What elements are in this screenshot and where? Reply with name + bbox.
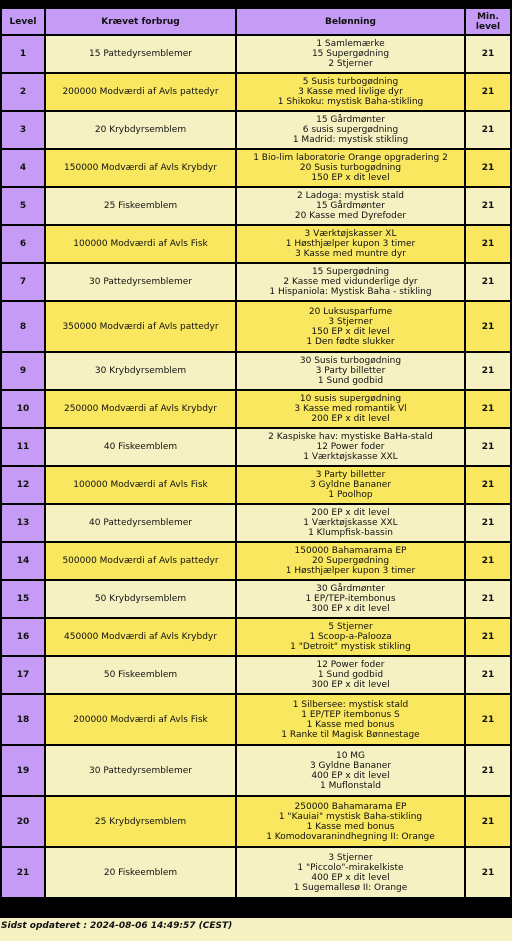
table-row <box>2 657 510 693</box>
row-reward <box>237 581 464 617</box>
row-level: 6 <box>2 226 44 262</box>
row-level: 12 <box>2 467 44 503</box>
table-row <box>2 467 510 503</box>
reward-line: 6 susis supergødning <box>302 125 399 135</box>
reward-line: 300 EP x dit level <box>311 680 390 690</box>
reward-line: 15 Supergødning <box>311 267 390 277</box>
rewards-table <box>0 7 512 899</box>
reward-line: 200 EP x dit level <box>311 508 390 518</box>
reward-line: 15 Gårdmønter <box>316 201 385 211</box>
table-row <box>2 746 510 795</box>
reward-line: 1 "Kauiai" mystisk Baha-stikling <box>278 811 423 822</box>
row-level: 18 <box>2 695 44 744</box>
reward-line: 12 Power foder <box>316 442 385 452</box>
reward-line: 20 Supergødning <box>311 556 390 566</box>
row-requirement: 100000 Modværdi af Avls Fisk <box>46 467 235 503</box>
row-level: 16 <box>2 619 44 655</box>
table-row <box>2 302 510 351</box>
row-min-level: 21 <box>466 36 510 72</box>
table-row <box>2 188 510 224</box>
row-min-level: 21 <box>466 543 510 579</box>
row-reward <box>237 848 464 897</box>
reward-line: 5 Stjerner <box>328 622 373 632</box>
reward-line: 1 Kasse med bonus <box>306 719 395 730</box>
row-level: 19 <box>2 746 44 795</box>
reward-line: 30 Susis turbogødning <box>299 356 402 366</box>
table-row <box>2 848 510 897</box>
reward-line: 3 Stjerner <box>328 852 373 863</box>
row-reward <box>237 264 464 300</box>
reward-line: 1 Bio-lim laboratorie Orange opgradering 2 <box>253 153 448 163</box>
reward-line: 1 Værktøjskasse XXL <box>303 518 398 528</box>
row-requirement: 20 Krybdyrsemblem <box>46 112 235 148</box>
row-reward <box>237 36 464 72</box>
reward-line: 3 Værktøjskasser XL <box>304 229 397 239</box>
reward-line: 20 Luksusparfume <box>308 306 393 317</box>
table-row <box>2 695 510 744</box>
row-min-level: 21 <box>466 264 510 300</box>
row-requirement: 30 Pattedyrsemblemer <box>46 746 235 795</box>
reward-line: 12 Power foder <box>316 660 385 670</box>
reward-line: 1 Den fødte slukker <box>306 336 395 347</box>
reward-line: 1 Shikoku: mystisk Baha-stikling <box>277 97 424 107</box>
reward-line: 5 Susis turbogødning <box>302 77 399 87</box>
reward-line: 20 Susis turbogødning <box>299 163 402 173</box>
reward-line: 1 Klumpfisk-bassin <box>308 528 393 538</box>
row-reward <box>237 695 464 744</box>
row-requirement: 100000 Modværdi af Avls Fisk <box>46 226 235 262</box>
reward-line: 400 EP x dit level <box>311 872 390 883</box>
row-level: 11 <box>2 429 44 465</box>
reward-line: 15 Gårdmønter <box>316 115 385 125</box>
row-min-level: 21 <box>466 429 510 465</box>
reward-line: 1 Ranke til Magisk Bønnestage <box>281 729 420 740</box>
reward-line: 3 Kasse med livlige dyr <box>298 87 403 97</box>
reward-line: 1 Kasse med bonus <box>306 821 395 832</box>
row-requirement: 200000 Modværdi af Avls Fisk <box>46 695 235 744</box>
reward-line: 1 Poolhop <box>328 490 373 500</box>
table-row <box>2 543 510 579</box>
row-requirement: 20 Fiskeemblem <box>46 848 235 897</box>
reward-line: 3 Stjerner <box>328 316 373 327</box>
row-reward <box>237 797 464 846</box>
reward-line: 10 MG <box>335 750 366 761</box>
table-row <box>2 391 510 427</box>
reward-line: 1 "Detroit" mystisk stikling <box>290 642 411 652</box>
reward-line: 1 Madrid: mystisk stikling <box>292 135 409 145</box>
row-reward <box>237 657 464 693</box>
table-row <box>2 36 510 72</box>
reward-line: 1 Hispaniola: Mystisk Baha - stikling <box>269 287 432 297</box>
row-level: 3 <box>2 112 44 148</box>
row-reward <box>237 746 464 795</box>
row-requirement: 25 Fiskeemblem <box>46 188 235 224</box>
table-row <box>2 226 510 262</box>
row-reward <box>237 226 464 262</box>
reward-line: 1 Muflonstald <box>320 780 381 791</box>
row-reward <box>237 391 464 427</box>
reward-line: 10 susis supergødning <box>299 394 402 404</box>
row-level: 10 <box>2 391 44 427</box>
table-row <box>2 505 510 541</box>
row-level: 4 <box>2 150 44 186</box>
reward-line: 3 Party billetter <box>315 366 386 376</box>
row-reward <box>237 429 464 465</box>
row-min-level: 21 <box>466 353 510 389</box>
reward-line: 1 EP/TEP-itembonus <box>305 594 396 604</box>
row-min-level: 21 <box>466 695 510 744</box>
row-min-level: 21 <box>466 797 510 846</box>
reward-line: 3 Gyldne Bananer <box>309 480 392 490</box>
reward-line: 300 EP x dit level <box>311 604 390 614</box>
row-min-level: 21 <box>466 467 510 503</box>
row-min-level: 21 <box>466 746 510 795</box>
reward-line: 1 Sugemallesø II: Orange <box>293 882 408 893</box>
row-min-level: 21 <box>466 848 510 897</box>
reward-line: 150000 Bahamarama EP <box>294 546 407 556</box>
row-min-level: 21 <box>466 505 510 541</box>
header-row <box>2 9 510 34</box>
row-reward <box>237 74 464 110</box>
reward-line: 3 Kasse med muntre dyr <box>295 249 406 259</box>
row-requirement: 50 Fiskeemblem <box>46 657 235 693</box>
reward-line: 400 EP x dit level <box>311 770 390 781</box>
row-reward <box>237 505 464 541</box>
row-level: 13 <box>2 505 44 541</box>
header-requirement: Krævet forbrug <box>46 9 235 34</box>
table-row <box>2 150 510 186</box>
table-row <box>2 264 510 300</box>
reward-line: 1 Sund godbid <box>317 376 384 386</box>
table-row <box>2 619 510 655</box>
table-row <box>2 353 510 389</box>
reward-line: 2 Kasse med vidunderlige dyr <box>283 277 418 287</box>
row-requirement: 40 Pattedyrsemblemer <box>46 505 235 541</box>
row-level: 17 <box>2 657 44 693</box>
row-requirement: 150000 Modværdi af Avls Krybdyr <box>46 150 235 186</box>
reward-line: 1 Samlemærke <box>316 39 385 49</box>
row-reward <box>237 302 464 351</box>
row-level: 20 <box>2 797 44 846</box>
table-row <box>2 74 510 110</box>
reward-line: 2 Ladoga: mystisk stald <box>297 191 404 201</box>
reward-line: 150 EP x dit level <box>311 173 390 183</box>
row-requirement: 200000 Modværdi af Avls pattedyr <box>46 74 235 110</box>
row-level: 9 <box>2 353 44 389</box>
row-min-level: 21 <box>466 188 510 224</box>
table-row <box>2 797 510 846</box>
reward-line: 150 EP x dit level <box>311 326 390 337</box>
reward-line: 3 Gyldne Bananer <box>309 760 392 771</box>
row-requirement: 30 Krybdyrsemblem <box>46 353 235 389</box>
row-min-level: 21 <box>466 226 510 262</box>
row-requirement: 450000 Modværdi af Avls Krybdyr <box>46 619 235 655</box>
row-requirement: 30 Pattedyrsemblemer <box>46 264 235 300</box>
row-level: 2 <box>2 74 44 110</box>
row-min-level: 21 <box>466 302 510 351</box>
reward-line: 2 Kaspiske hav: mystiske BaHa-stald <box>268 432 433 442</box>
reward-line: 1 Komodovaranindhegning II: Orange <box>266 831 435 842</box>
header-level: Level <box>2 9 44 34</box>
row-level: 7 <box>2 264 44 300</box>
row-min-level: 21 <box>466 391 510 427</box>
row-requirement: 25 Krybdyrsemblem <box>46 797 235 846</box>
row-min-level: 21 <box>466 657 510 693</box>
reward-line: 1 "Piccolo"-mirakelkiste <box>297 862 404 873</box>
reward-line: 2 Stjerner <box>328 59 373 69</box>
row-requirement: 50 Krybdyrsemblem <box>46 581 235 617</box>
row-requirement: 250000 Modværdi af Avls Krybdyr <box>46 391 235 427</box>
reward-line: 1 Værktøjskasse XXL <box>303 452 398 462</box>
row-reward <box>237 619 464 655</box>
header-reward: Belønning <box>237 9 464 34</box>
row-reward <box>237 150 464 186</box>
row-requirement: 40 Fiskeemblem <box>46 429 235 465</box>
row-reward <box>237 188 464 224</box>
row-level: 15 <box>2 581 44 617</box>
last-updated: Sidst opdateret : 2024-08-06 14:49:57 (CEST) <box>0 918 512 941</box>
header-min-level: Min. level <box>466 9 510 34</box>
reward-line: 1 Høsthjælper kupon 3 timer <box>285 566 416 576</box>
reward-line: 250000 Bahamarama EP <box>294 801 407 812</box>
table-row <box>2 581 510 617</box>
row-level: 8 <box>2 302 44 351</box>
reward-line: 15 Supergødning <box>311 49 390 59</box>
row-reward <box>237 112 464 148</box>
reward-line: 1 EP/TEP itembonus S <box>301 709 400 720</box>
reward-line: 3 Kasse med romantik Vl <box>294 404 407 414</box>
reward-line: 1 Silbersee: mystisk stald <box>292 699 409 710</box>
reward-line: 1 Høsthjælper kupon 3 timer <box>285 239 416 249</box>
row-reward <box>237 353 464 389</box>
reward-line: 3 Party billetter <box>315 470 386 480</box>
table-row <box>2 112 510 148</box>
reward-line: 200 EP x dit level <box>311 414 390 424</box>
reward-line: 30 Gårdmønter <box>316 584 385 594</box>
row-reward <box>237 467 464 503</box>
row-level: 5 <box>2 188 44 224</box>
row-level: 21 <box>2 848 44 897</box>
row-level: 14 <box>2 543 44 579</box>
row-min-level: 21 <box>466 150 510 186</box>
row-level: 1 <box>2 36 44 72</box>
row-requirement: 15 Pattedyrsemblemer <box>46 36 235 72</box>
table-row <box>2 429 510 465</box>
row-requirement: 500000 Modværdi af Avls pattedyr <box>46 543 235 579</box>
reward-line: 1 Sund godbid <box>317 670 384 680</box>
row-min-level: 21 <box>466 74 510 110</box>
row-requirement: 350000 Modværdi af Avls pattedyr <box>46 302 235 351</box>
row-reward <box>237 543 464 579</box>
row-min-level: 21 <box>466 619 510 655</box>
row-min-level: 21 <box>466 581 510 617</box>
reward-line: 1 Scoop-a-Palooza <box>309 632 392 642</box>
row-min-level: 21 <box>466 112 510 148</box>
reward-line: 20 Kasse med Dyrefoder <box>294 211 407 221</box>
